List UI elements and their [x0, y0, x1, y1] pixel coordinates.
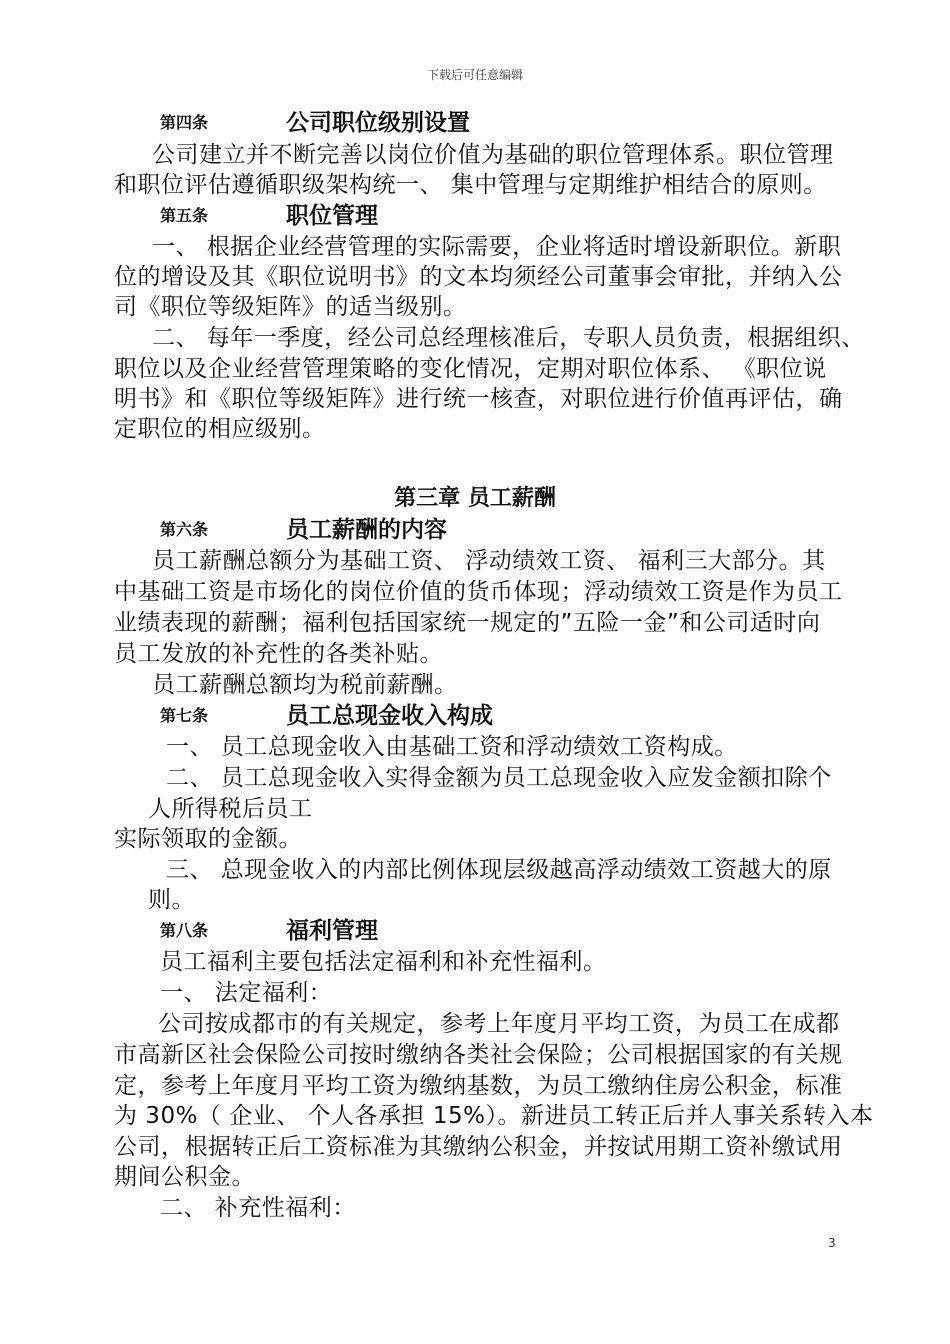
article-8-title: 福利管理 — [286, 918, 378, 944]
article-5-label: 第五条 — [160, 206, 209, 225]
page-header: 下载后可任意编辑 — [426, 68, 523, 82]
paragraph-line: 司《职位等级矩阵》的适当级别。 — [114, 294, 467, 320]
paragraph-line: 二、 员工总现金收入实得金额为员工总现金收入应发金额扣除个 — [166, 765, 832, 791]
paragraph-line: 一、 员工总现金收入由基础工资和浮动绩效工资构成。 — [166, 734, 738, 760]
paragraph-line: 市高新区社会保险公司按时缴纳各类社会保险；公司根据国家的有关规 — [114, 1042, 843, 1068]
paragraph-line: 和职位评估遵循职级架构统一、 集中管理与定期维护相结合的原则。 — [114, 172, 827, 198]
paragraph-line: 中基础工资是市场化的岗位价值的货币体现；浮动绩效工资是作为员工 — [114, 579, 843, 605]
paragraph-line: 员工发放的补充性的各类补贴。 — [114, 641, 443, 667]
paragraph-line: 位的增设及其《职位说明书》的文本均须经公司董事会审批，并纳入公 — [114, 264, 843, 290]
paragraph-line: 期间公积金。 — [114, 1164, 255, 1190]
paragraph-line: 一、 法定福利： — [160, 980, 333, 1006]
paragraph-line: 明书》和《职位等级矩阵》进行统一核查，对职位进行价值再评估，确 — [114, 386, 843, 412]
article-7-label: 第七条 — [160, 706, 209, 725]
paragraph-line: 公司按成都市的有关规定，参考上年度月平均工资，为员工在成都 — [158, 1011, 840, 1037]
article-8-label: 第八条 — [160, 921, 209, 940]
paragraph-line: 为 30%（ 企业、 个人各承担 15%）。新进员工转正后并人事关系转入本 — [114, 1103, 874, 1129]
paragraph-line: 则。 — [148, 887, 195, 913]
paragraph-line: 实际领取的金额。 — [114, 826, 302, 852]
page-number: 3 — [828, 1236, 836, 1250]
paragraph-line: 员工薪酬总额均为税前薪酬。 — [152, 672, 458, 698]
paragraph-line: 员工福利主要包括法定福利和补充性福利。 — [160, 949, 607, 975]
paragraph-line: 人所得税后员工 — [148, 796, 313, 822]
article-4-label: 第四条 — [160, 113, 209, 132]
paragraph-line: 员工薪酬总额分为基础工资、 浮动绩效工资、 福利三大部分。其 — [152, 548, 826, 574]
article-6-title: 员工薪酬的内容 — [286, 517, 447, 543]
paragraph-line: 定职位的相应级别。 — [114, 416, 326, 442]
paragraph-line: 业绩表现的薪酬；福利包括国家统一规定的”五险一金”和公司适时向 — [114, 610, 821, 636]
article-6-label: 第六条 — [160, 520, 209, 539]
paragraph-line: 二、 补充性福利： — [160, 1195, 356, 1221]
chapter-heading: 第三章 员工薪酬 — [394, 486, 556, 511]
paragraph-line: 公司建立并不断完善以岗位价值为基础的职位管理体系。职位管理 — [152, 142, 834, 168]
paragraph-line: 定，参考上年度月平均工资为缴纳基数，为员工缴纳住房公积金，标准 — [114, 1073, 843, 1099]
paragraph-line: 二、 每年一季度，经公司总经理核准后，专职人员负责，根据组织、 — [152, 325, 865, 351]
paragraph-line: 公司，根据转正后工资标准为其缴纳公积金，并按试用期工资补缴试用 — [114, 1134, 843, 1160]
article-4-title: 公司职位级别设置 — [286, 110, 470, 136]
article-5-title: 职位管理 — [286, 203, 378, 229]
paragraph-line: 一、 根据企业经营管理的实际需要，企业将适时增设新职位。新职 — [152, 234, 842, 260]
paragraph-line: 三、 总现金收入的内部比例体现层级越高浮动绩效工资越大的原 — [166, 857, 832, 883]
paragraph-line: 职位以及企业经营管理策略的变化情况，定期对职位体系、 《职位说 — [114, 356, 827, 382]
article-7-title: 员工总现金收入构成 — [286, 703, 493, 729]
